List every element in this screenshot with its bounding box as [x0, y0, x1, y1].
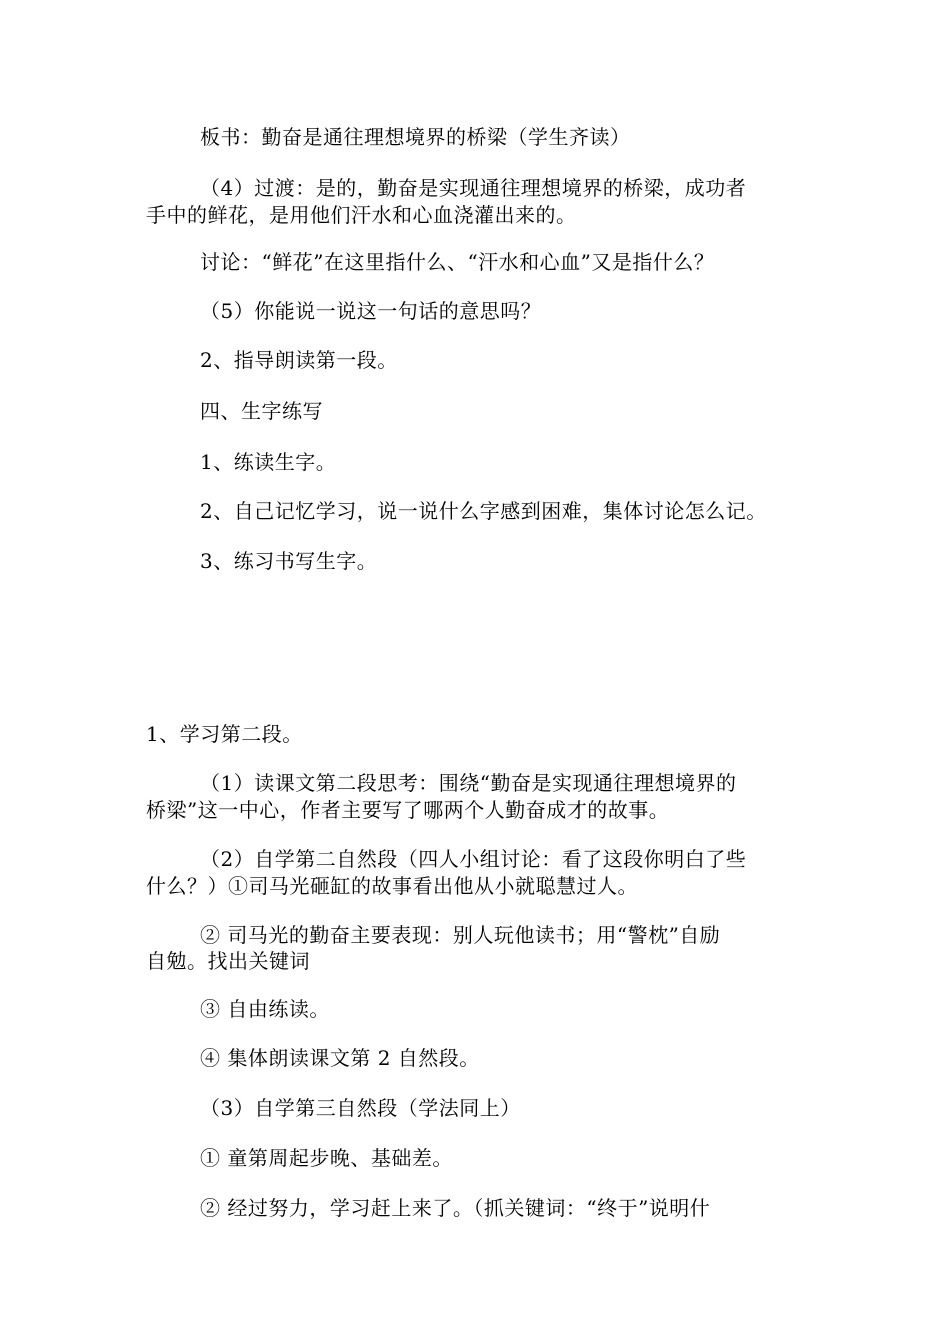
task-2-line-1: （2）自学第二自然段（四人小组讨论：看了这段你明白了些 — [200, 847, 747, 871]
task-1-line-2: 桥梁”这一中心，作者主要写了哪两个人勤奋成才的故事。 — [146, 798, 670, 822]
transition-line-1: （4）过渡：是的，勤奋是实现通往理想境界的桥梁，成功者 — [200, 176, 747, 200]
group-reading-line: ④ 集体朗读课文第 2 自然段。 — [200, 1046, 480, 1070]
question-5-line: （5）你能说一说这一句话的意思吗？ — [200, 299, 542, 323]
practice-item-1: 1、练读生字。 — [200, 450, 337, 474]
practice-item-3: 3、练习书写生字。 — [200, 549, 378, 573]
sima-guang-line-2: 自勉。找出关键词 — [146, 949, 310, 973]
task-3-line: （3）自学第三自然段（学法同上） — [200, 1096, 521, 1120]
task-1-line-1: （1）读课文第二段思考：围绕“勤奋是实现通往理想境界的 — [200, 771, 737, 795]
section-heading-4: 四、生字练写 — [200, 399, 323, 423]
task-2-line-2: 什么？）①司马光砸缸的故事看出他从小就聪慧过人。 — [146, 874, 638, 898]
free-reading-line: ③ 自由练读。 — [200, 997, 330, 1021]
blackboard-line: 板书：勤奋是通往理想境界的桥梁（学生齐读） — [200, 125, 631, 149]
section-two-heading: 1、学习第二段。 — [146, 722, 303, 746]
sima-guang-line-1: ② 司马光的勤奋主要表现：别人玩他读书；用“警枕”自励 — [200, 923, 721, 947]
tong-dizhou-line-1: ① 童第周起步晚、基础差。 — [200, 1146, 453, 1170]
tong-dizhou-line-2: ② 经过努力，学习赶上来了。（抓关键词：“终于”说明什 — [200, 1196, 711, 1220]
practice-item-2: 2、自己记忆学习，说一说什么字感到困难，集体讨论怎么记。 — [200, 499, 767, 523]
guided-reading-line: 2、指导朗读第一段。 — [200, 348, 398, 372]
transition-line-2: 手中的鲜花，是用他们汗水和心血浇灌出来的。 — [146, 203, 577, 227]
discussion-line: 讨论：“鲜花”在这里指什么、“汗水和心血”又是指什么？ — [200, 250, 715, 274]
